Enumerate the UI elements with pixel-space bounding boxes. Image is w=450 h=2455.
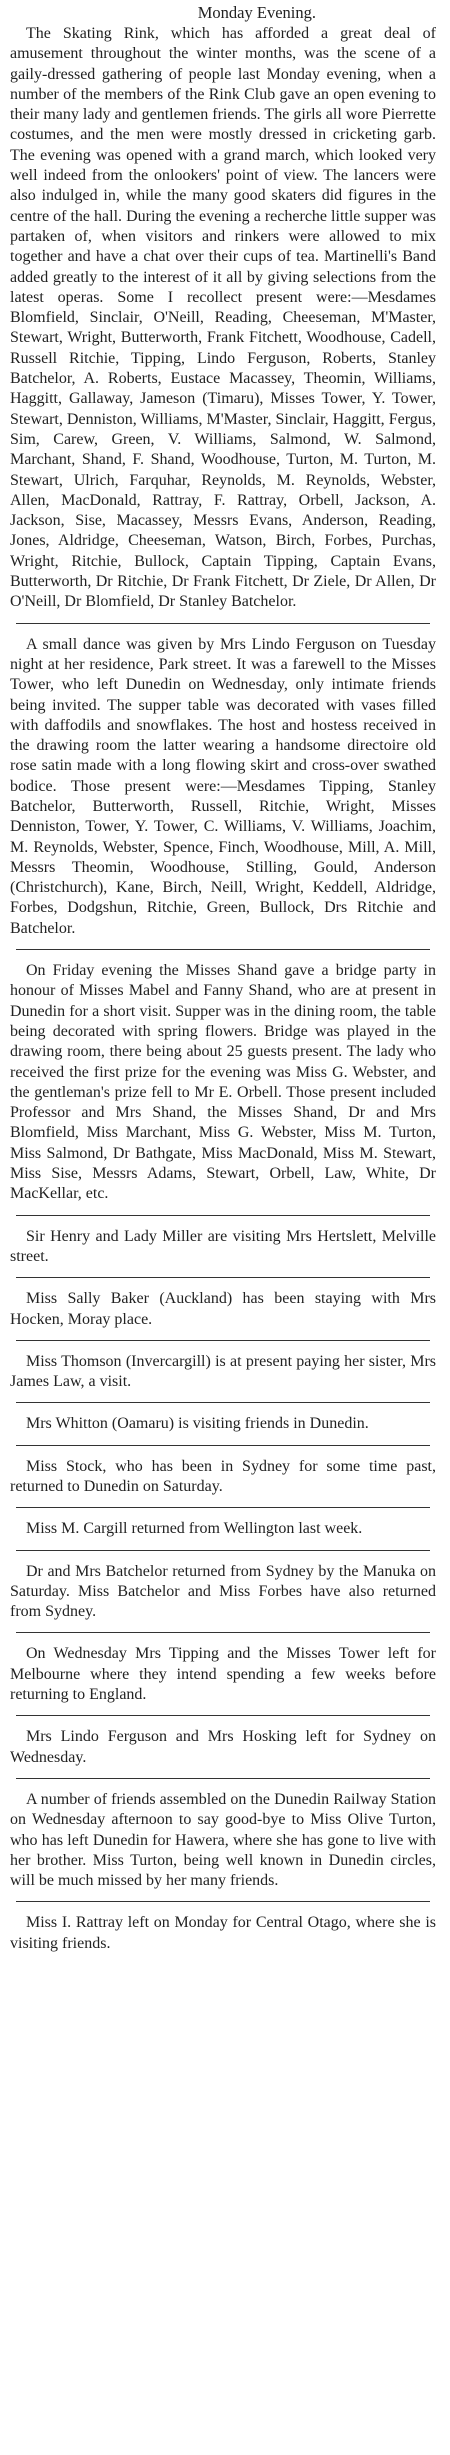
item-stock-return: Miss Stock, who has been in Sydney for some time past, returned to Dunedin on Saturday.: [10, 1457, 436, 1495]
divider: [16, 1550, 430, 1551]
item-whitton-visit: Mrs Whitton (Oamaru) is visiting friends in Dunedin.: [26, 1415, 369, 1433]
divider: [16, 1215, 430, 1216]
item-small-dance: A small dance was given by Mrs Lindo Ferguson on Tuesday night at her residence, Park street. It was a farewell to the Misses Tower, who left Dunedin on Wednesday, only intimate friends being invited. The supper table was decorated with vases filled with daffodils and snowflakes. The host and hostess received in the drawing room the latter wearing a handsome directoire old rose satin made with a long flowing skirt and cross-over swathed bodice. Those present were:—Mesdames Tipping, Stanley Batchelor, Butterworth, Russell, Ritchie, Wright, Misses Denniston, Tower, Y. Tower, C. Williams, V. Williams, Joachim, M. Reynolds, Webster, Spence, Finch, Woodhouse, Mill, A. Mill, Messrs Theomin, Woodhouse, Stilling, Gould, Anderson (Christchurch), Kane, Birch, Neill, Wright, Keddell, Aldridge, Forbes, Dodgshun, Ritchie, Green, Bullock, Drs Ritchie and Batchelor.: [10, 635, 436, 937]
item-rattray-departure: Miss I. Rattray left on Monday for Central Otago, where she is visiting friends.: [10, 1914, 436, 1952]
divider: [16, 1507, 430, 1508]
divider: [16, 1778, 430, 1779]
item-batchelor-return: Dr and Mrs Batchelor returned from Sydney by the Manuka on Saturday. Miss Batchelor and Miss Forbes have also returned from Sydney.: [10, 1562, 436, 1621]
divider: [16, 1715, 430, 1716]
divider: [16, 1402, 430, 1403]
dateline: Monday Evening.: [197, 3, 316, 22]
divider: [16, 949, 430, 950]
item-bridge-party: On Friday evening the Misses Shand gave a bridge party in honour of Misses Mabel and Fanny Shand, who are at present in Dunedin for a short visit. Supper was in the dining room, the table being decorated with spring flowers. Bridge was played in the drawing room, there being about 25 guests present. The lady who received the first prize for the evening was Miss G. Webster, and the gentleman's prize fell to Mr E. Orbell. Those present included Professor and Mrs Shand, the Misses Shand, Dr and Mrs Blomfield, Miss Marchant, Miss G. Webster, Miss M. Turton, Miss Salmond, Dr Bathgate, Miss MacDonald, Miss M. Stewart, Miss Sise, Messrs Adams, Stewart, Orbell, Law, White, Dr MacKellar, etc.: [10, 962, 436, 1203]
divider: [16, 1445, 430, 1446]
item-skating-rink: The Skating Rink, which has afforded a great deal of amusement throughout the winter months, was the scene of a gaily-dressed gathering of people last Monday evening, when a number of the members of the Rink Club gave an open evening to their many lady and gentlemen friends. The girls all wore Pierrette costumes, and the men were mostly dressed in cricketing garb. The evening was opened with a grand march, which looked very well indeed from the onlookers' point of view. The lancers were also indulged in, while the many good skaters did figures in the centre of the hall. During the evening a recherche little supper was partaken of, when visitors and rinkers were allowed to mix together and have a chat over their cups of tea. Martinelli's Band added greatly to the interest of it all by giving selections from the latest operas. Some I recollect present were:—Mesdames Blomfield, Sinclair, O'Neill, Reading, Cheeseman, M'Master, Stewart, Wright, Butterworth, Frank Fitchett, Woodhouse, Cadell, Russell Ritchie, Tipping, Lindo Ferguson, Roberts, Stanley Batchelor, A. Roberts, Eustace Macassey, Theomin, Williams, Haggitt, Gallaway, Jameson (Timaru), Misses Tower, Y. Tower, Stewart, Denniston, Williams, M'Master, Sinclair, Haggitt, Fergus, Sim, Carew, Green, V. Williams, Salmond, W. Salmond, Marchant, Shand, F. Shand, Woodhouse, Turton, M. Turton, M. Stewart, Ulrich, Farquhar, Reynolds, M. Reynolds, Webster, Allen, MacDonald, Rattray, F. Rattray, Orbell, Jackson, A. Jackson, Sise, Macassey, Messrs Evans, Anderson, Reading, Jones, Aldridge, Cheeseman, Watson, Birch, Forbes, Purchas, Wright, Ritchie, Bullock, Captain Tipping, Captain Evans, Butterworth, Dr Ritchie, Dr Frank Fitchett, Dr Ziele, Dr Allen, Dr O'Neill, Dr Blomfield, Dr Stanley Batchelor.: [10, 25, 436, 611]
item-baker-visit: Miss Sally Baker (Auckland) has been staying with Mrs Hocken, Moray place.: [10, 1290, 436, 1328]
divider: [16, 1901, 430, 1902]
item-ferguson-departure: Mrs Lindo Ferguson and Mrs Hosking left for Sydney on Wednesday.: [10, 1728, 436, 1766]
item-cargill-return: Miss M. Cargill returned from Wellington last week.: [26, 1520, 363, 1538]
item-tipping-departure: On Wednesday Mrs Tipping and the Misses Tower left for Melbourne where they intend spending a few weeks before returning to England.: [10, 1645, 436, 1704]
divider: [16, 623, 430, 624]
divider: [16, 1340, 430, 1341]
item-miller-visit: Sir Henry and Lady Miller are visiting Mrs Hertslett, Melville street.: [10, 1227, 436, 1265]
divider: [16, 1277, 430, 1278]
item-turton-farewell: A number of friends assembled on the Dunedin Railway Station on Wednesday afternoon to say good-bye to Miss Olive Turton, who has left Dunedin for Hawera, where she has gone to live with her brother. Miss Turton, being well known in Dunedin circles, will be much missed by her many friends.: [10, 1790, 436, 1890]
item-thomson-visit: Miss Thomson (Invercargill) is at present paying her sister, Mrs James Law, a visit.: [10, 1352, 436, 1391]
divider: [16, 1632, 430, 1633]
